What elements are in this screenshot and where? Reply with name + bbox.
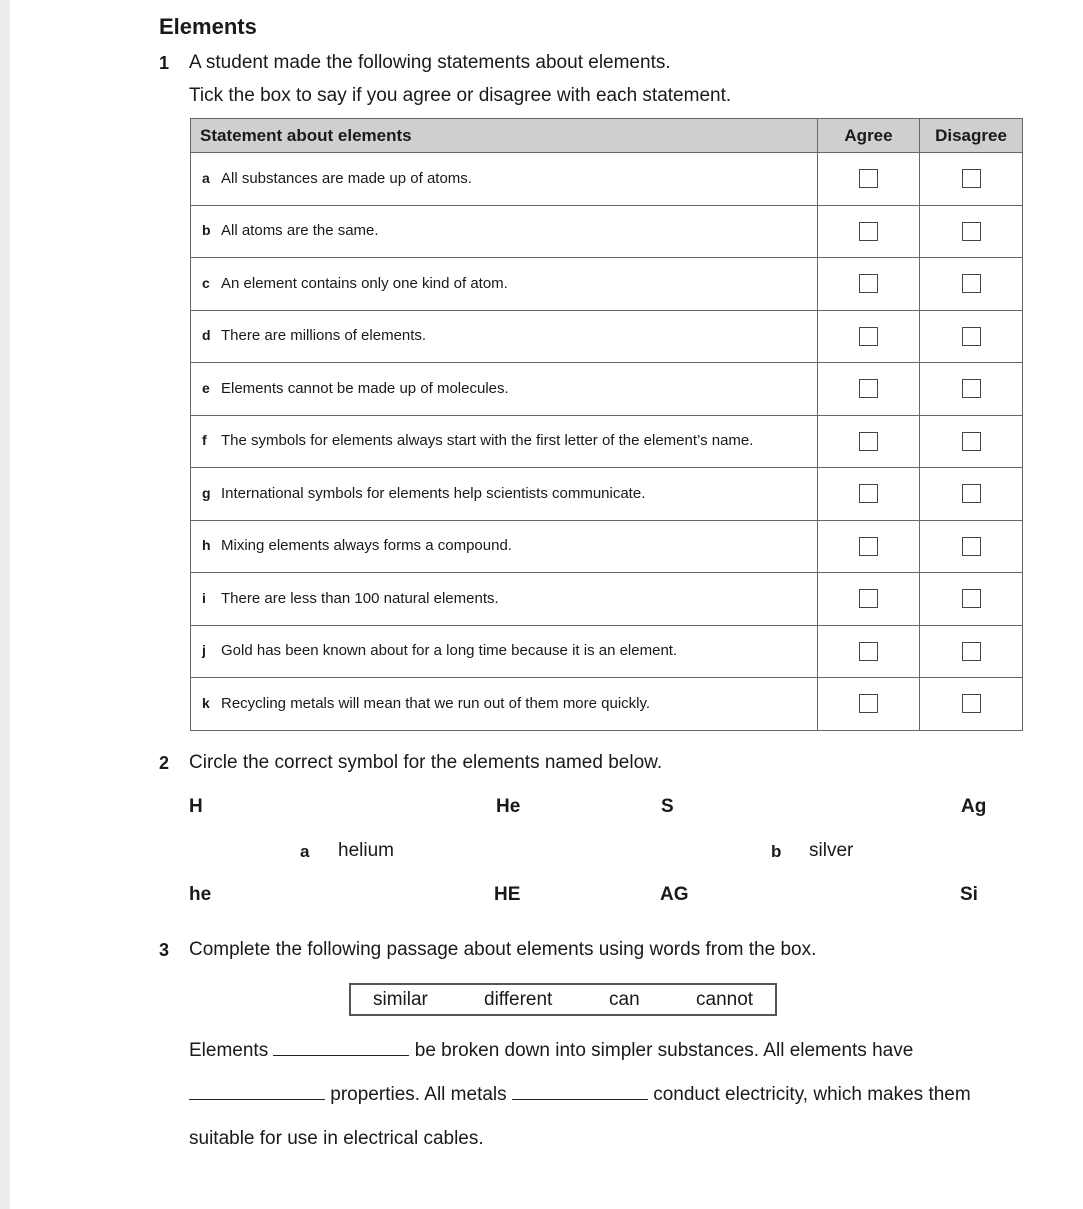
agree-checkbox[interactable] <box>859 589 878 608</box>
disagree-checkbox[interactable] <box>962 694 981 713</box>
symbol-option[interactable]: Ag <box>961 796 987 817</box>
disagree-cell <box>920 520 1023 573</box>
q3-text: Complete the following passage about elements using words from the box. <box>189 939 817 960</box>
word-option: similar <box>373 989 428 1010</box>
statement-text: Gold has been known about for a long time because it is an element. <box>221 642 678 660</box>
statement-text: All substances are made up of atoms. <box>221 169 472 187</box>
statement-text: There are less than 100 natural elements. <box>221 589 499 607</box>
statement-cell <box>191 363 818 416</box>
table-row <box>191 625 1023 678</box>
statement-letter: c <box>202 274 210 291</box>
disagree-cell <box>920 205 1023 258</box>
disagree-checkbox[interactable] <box>962 484 981 503</box>
table-header-row <box>191 119 1023 153</box>
disagree-cell <box>920 573 1023 626</box>
agree-cell <box>818 205 920 258</box>
word-option: different <box>484 989 553 1010</box>
agree-cell <box>818 678 920 731</box>
agree-checkbox[interactable] <box>859 484 878 503</box>
agree-checkbox[interactable] <box>859 169 878 188</box>
disagree-cell <box>920 678 1023 731</box>
statement-letter: b <box>202 222 211 239</box>
q1-instruction: Tick the box to say if you agree or disagree with each statement. <box>189 85 732 106</box>
agree-cell <box>818 468 920 521</box>
symbol-option[interactable]: AG <box>660 884 689 905</box>
table-row <box>191 415 1023 468</box>
statement-cell <box>191 310 818 363</box>
disagree-cell <box>920 153 1023 206</box>
word-option: can <box>609 989 640 1010</box>
statement-cell <box>191 625 818 678</box>
disagree-checkbox[interactable] <box>962 642 981 661</box>
header-agree: Agree <box>818 119 920 153</box>
statement-cell <box>191 468 818 521</box>
agree-cell <box>818 258 920 311</box>
agree-cell <box>818 415 920 468</box>
statement-cell <box>191 415 818 468</box>
disagree-checkbox[interactable] <box>962 589 981 608</box>
disagree-cell <box>920 363 1023 416</box>
statement-letter: a <box>202 169 210 186</box>
word-option: cannot <box>696 989 754 1010</box>
statement-text: Elements cannot be made up of molecules. <box>221 379 509 397</box>
table-row <box>191 468 1023 521</box>
agree-checkbox[interactable] <box>859 327 878 346</box>
statement-cell <box>191 258 818 311</box>
part-a-element: helium <box>338 840 394 861</box>
table-row <box>191 678 1023 731</box>
passage-text: Elements <box>189 1040 269 1061</box>
word-box <box>349 983 777 1016</box>
symbol-option[interactable]: H <box>189 796 203 817</box>
statement-text: Recycling metals will mean that we run out of them more quickly. <box>221 694 651 712</box>
statement-cell <box>191 205 818 258</box>
statement-letter: d <box>202 327 211 344</box>
disagree-checkbox[interactable] <box>962 169 981 188</box>
agree-cell <box>818 153 920 206</box>
table-row <box>191 520 1023 573</box>
q2-text: Circle the correct symbol for the elements named below. <box>189 752 663 773</box>
statement-text: An element contains only one kind of atom. <box>221 274 508 292</box>
q2-number: 2 <box>159 753 170 773</box>
table-row <box>191 205 1023 258</box>
passage-text: be broken down into simpler substances. All elements have <box>414 1040 914 1061</box>
agree-checkbox[interactable] <box>859 694 878 713</box>
statement-letter: h <box>202 537 211 554</box>
statement-letter: k <box>202 694 210 711</box>
part-b-element: silver <box>809 840 854 861</box>
symbol-option[interactable]: He <box>496 796 521 817</box>
agree-cell <box>818 573 920 626</box>
agree-checkbox[interactable] <box>859 274 878 293</box>
disagree-cell <box>920 258 1023 311</box>
agree-cell <box>818 520 920 573</box>
q1-number: 1 <box>159 53 170 73</box>
part-b-letter: b <box>771 842 782 861</box>
passage-text: properties. All metals <box>330 1084 507 1105</box>
part-a-letter: a <box>300 842 310 861</box>
disagree-checkbox[interactable] <box>962 327 981 346</box>
table-row <box>191 153 1023 206</box>
q1-intro: A student made the following statements about elements. <box>189 52 671 73</box>
passage-text: conduct electricity, which makes them <box>653 1084 971 1105</box>
statement-text: There are millions of elements. <box>221 327 427 345</box>
symbol-option[interactable]: HE <box>494 884 521 905</box>
header-disagree: Disagree <box>920 119 1023 153</box>
symbol-option[interactable]: S <box>661 796 674 817</box>
agree-checkbox[interactable] <box>859 642 878 661</box>
statement-cell <box>191 678 818 731</box>
statement-text: International symbols for elements help scientists communicate. <box>221 484 646 502</box>
agree-checkbox[interactable] <box>859 537 878 556</box>
disagree-cell <box>920 310 1023 363</box>
passage-line-2 <box>189 1084 971 1106</box>
symbol-option[interactable]: he <box>189 884 212 905</box>
disagree-cell <box>920 415 1023 468</box>
agree-checkbox[interactable] <box>859 379 878 398</box>
answer-blank[interactable] <box>273 1054 409 1056</box>
disagree-cell <box>920 468 1023 521</box>
statements-table <box>190 118 1023 731</box>
statement-letter: e <box>202 379 210 396</box>
statement-letter: g <box>202 484 211 501</box>
page-left-margin <box>0 0 10 1209</box>
statement-text: The symbols for elements always start with the first letter of the element’s name. <box>221 432 754 450</box>
symbol-option[interactable]: Si <box>960 884 978 905</box>
statement-text: Mixing elements always forms a compound. <box>221 537 512 555</box>
disagree-checkbox[interactable] <box>962 222 981 241</box>
agree-cell <box>818 625 920 678</box>
answer-blank[interactable] <box>189 1098 325 1100</box>
q3-number: 3 <box>159 940 170 960</box>
disagree-checkbox[interactable] <box>962 379 981 398</box>
answer-blank[interactable] <box>512 1098 648 1100</box>
statement-cell <box>191 520 818 573</box>
disagree-cell <box>920 625 1023 678</box>
table-row <box>191 258 1023 311</box>
page-title: Elements <box>159 14 257 39</box>
statement-letter: j <box>202 642 206 659</box>
passage-line-3: suitable for use in electrical cables. <box>189 1128 484 1149</box>
passage-line-1 <box>189 1040 913 1062</box>
agree-checkbox[interactable] <box>859 432 878 451</box>
statement-cell <box>191 153 818 206</box>
table-row <box>191 573 1023 626</box>
disagree-checkbox[interactable] <box>962 432 981 451</box>
disagree-checkbox[interactable] <box>962 274 981 293</box>
agree-cell <box>818 310 920 363</box>
header-statement: Statement about elements <box>191 119 818 153</box>
agree-cell <box>818 363 920 416</box>
statement-cell <box>191 573 818 626</box>
table-row <box>191 363 1023 416</box>
disagree-checkbox[interactable] <box>962 537 981 556</box>
table-row <box>191 310 1023 363</box>
statement-letter: f <box>202 432 207 449</box>
agree-checkbox[interactable] <box>859 222 878 241</box>
statement-letter: i <box>202 589 206 606</box>
statement-text: All atoms are the same. <box>221 222 379 240</box>
